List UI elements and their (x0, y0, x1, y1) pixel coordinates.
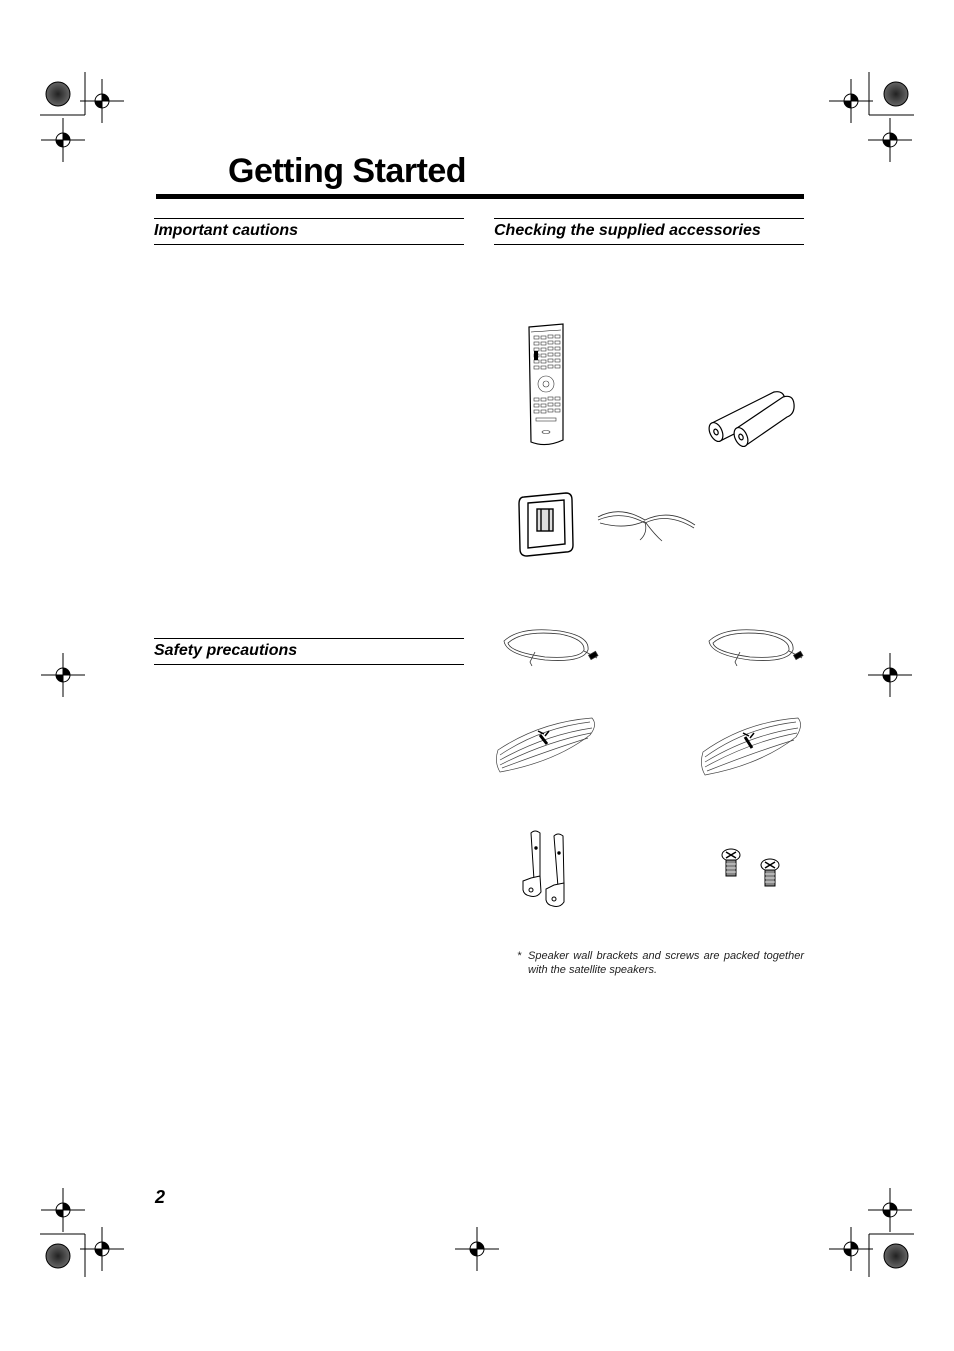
fm-antenna-illustration (598, 512, 695, 541)
video-cable-right-illustration (709, 630, 803, 666)
page-number: 2 (155, 1187, 166, 1207)
batteries-illustration (706, 392, 794, 449)
wall-brackets-illustration (523, 831, 564, 907)
speaker-cord-left-illustration (496, 718, 594, 772)
section-heading: Checking the supplied accessories (494, 222, 761, 239)
remote-control-illustration (529, 324, 563, 445)
speaker-cord-right-illustration (701, 718, 800, 775)
footnote-marker: * (517, 950, 522, 962)
accessories-footnote (517, 949, 804, 977)
am-loop-antenna-illustration (519, 493, 573, 556)
page-title: Getting Started (228, 152, 467, 190)
footnote-text: Speaker wall brackets and screws are packed together with the satellite speakers. (528, 950, 804, 976)
section-heading: Important cautions (154, 222, 299, 239)
video-cable-left-illustration (504, 630, 598, 666)
screws-illustration (722, 849, 779, 886)
section-heading: Safety precautions (154, 642, 298, 659)
